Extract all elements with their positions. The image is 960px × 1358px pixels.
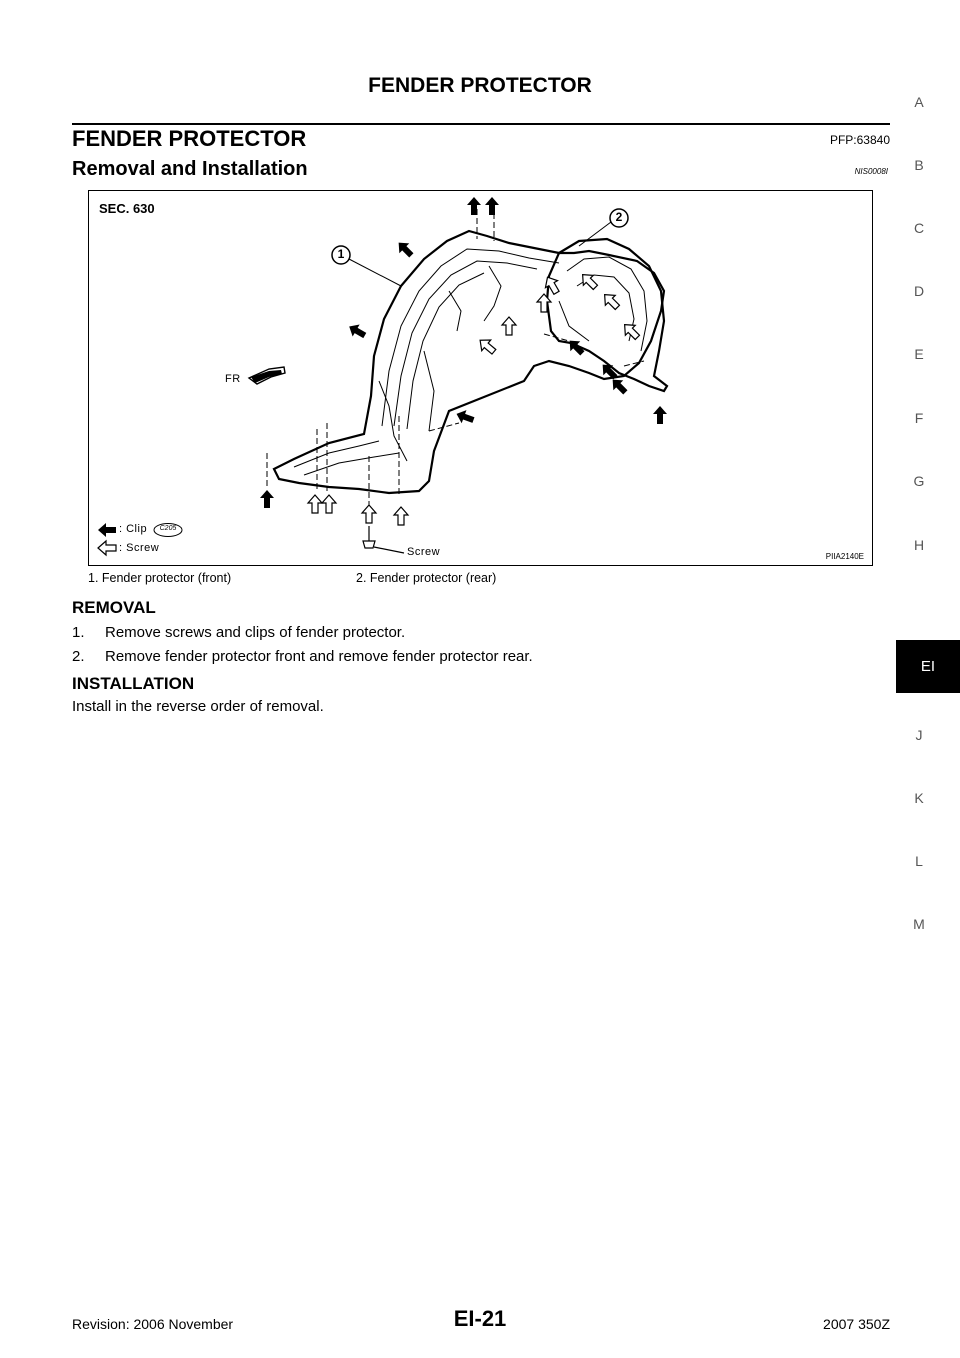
index-tab-h[interactable]: H [913,537,925,553]
index-tab-b[interactable]: B [914,157,924,173]
index-tab-l[interactable]: L [915,853,923,869]
clip-arrows [260,197,667,508]
header-rule [72,123,890,125]
screw-part-icon [363,526,404,553]
index-tab-e[interactable]: E [914,346,924,362]
figure-code: PIIA2140E [825,552,864,561]
footer-model: 2007 350Z [823,1316,890,1332]
legend-clip-code: C205 [159,525,177,532]
index-tab-a[interactable]: A [914,94,924,110]
removal-heading: REMOVAL [72,598,156,617]
index-tab-c[interactable]: C [913,220,925,236]
footer-revision: Revision: 2006 November [72,1316,234,1332]
step-number: 2. [72,648,85,665]
index-tab-ei-active[interactable]: EI [896,640,960,693]
caption-item-2: 2. Fender protector (rear) [356,571,497,585]
screw-arrows [308,270,642,525]
caption-item-1: 1. Fender protector (front) [88,571,232,585]
section-title: FENDER PROTECTOR [72,126,307,151]
fender-protector-illustration [89,191,871,564]
step-number: 1. [72,624,85,641]
subsection-code: NIS0008I [854,167,888,176]
fender-protector-diagram [88,190,873,566]
step-text: Remove fender protector front and remove fender protector rear. [105,648,533,665]
index-tab-m[interactable]: M [913,916,925,932]
footer-page-number: EI-21 [453,1306,507,1331]
removal-step-1 [72,624,405,641]
figure-section-label: SEC. 630 [99,201,155,216]
legend-screw-icon [98,541,116,555]
index-tab-j[interactable]: J [915,727,923,743]
page-header-title: FENDER PROTECTOR [368,74,592,97]
front-direction-label: FR [225,373,241,385]
installation-heading: INSTALLATION [72,674,195,693]
legend-screw-label: : Screw [119,542,160,554]
index-tab-g[interactable]: G [913,473,925,489]
location-lines [267,209,644,521]
front-direction-arrow [249,367,285,384]
legend-clip-icon [98,523,116,537]
index-tab-k[interactable]: K [914,790,924,806]
subsection-title: Removal and Installation [72,158,308,180]
legend-clip-label: : Clip [119,523,148,535]
installation-text: Install in the reverse order of removal. [72,698,324,715]
removal-step-2 [72,648,533,665]
index-tab-f[interactable]: F [914,410,924,426]
step-text: Remove screws and clips of fender protector. [105,624,406,641]
part-number: PFP:63840 [829,133,890,147]
callout-1-label: 1 [337,247,345,261]
callout-2-label: 2 [615,210,623,224]
screw-callout-label: Screw [407,546,441,558]
index-tab-d[interactable]: D [913,283,925,299]
